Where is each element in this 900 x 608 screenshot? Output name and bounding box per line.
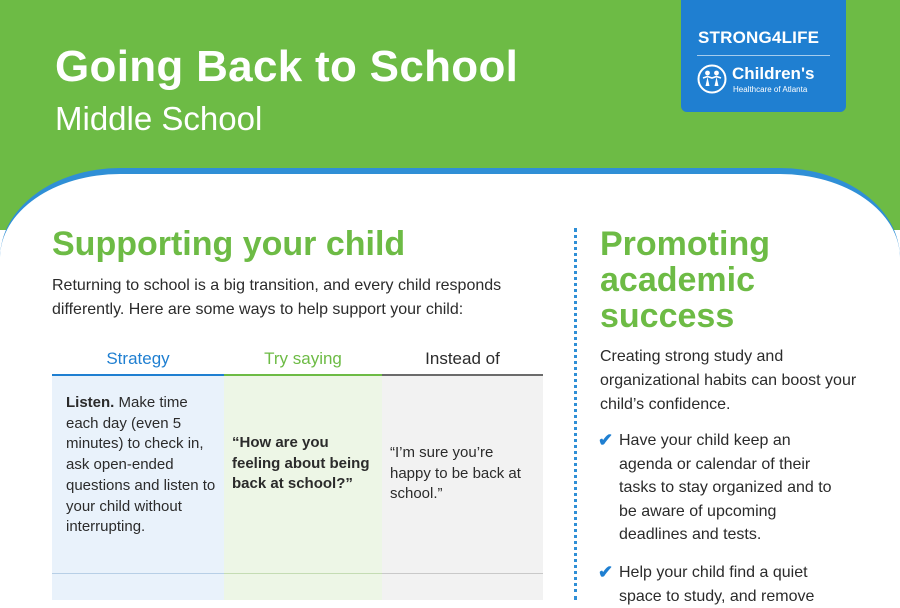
supporting-intro: Returning to school is a big transition, and every child responds differently. Here are some ways to help support your child: [52, 277, 502, 318]
table-row-next-try [224, 573, 382, 600]
logo-tagline: Healthcare of Atlanta [733, 85, 808, 94]
supporting-heading: Supporting your child [52, 225, 406, 263]
checkmark-icon: ✔ [598, 430, 614, 450]
childrens-logo-icon [697, 64, 727, 94]
promoting-heading: Promoting academic success [600, 225, 770, 335]
column-header-instead-of: Instead of [382, 348, 543, 376]
logo-name: Children's [732, 64, 815, 83]
promoting-intro: Creating strong study and organizational habits can boost your child’s confidence. [600, 348, 857, 413]
page-subtitle: Middle School [55, 100, 263, 137]
strategy-lead: Listen. [66, 394, 115, 411]
page-title: Going Back to School [55, 42, 519, 91]
list-item [598, 561, 848, 608]
strong4life-logo [681, 0, 846, 112]
table-row-next-instead [382, 573, 543, 600]
strategy-text: Make time each day (even 5 minutes) to check in, ask open-ended questions and listen to your child without interrupting. [66, 394, 216, 536]
list-item-text: Help your child find a quiet space to study, and remove [619, 564, 815, 605]
table-row-next-strategy [52, 573, 224, 600]
logo-brand-text: STRONG4LIFE [698, 28, 820, 47]
table-cell-try-saying: “How are you feeling about being back at school?” [224, 376, 382, 573]
list-item [598, 429, 848, 547]
checkmark-icon: ✔ [598, 562, 614, 582]
list-item-text: Have your child keep an agenda or calendar of their tasks to stay organized and to be aware of upcoming deadlines and tests. [619, 432, 832, 543]
table-cell-strategy [52, 376, 224, 573]
column-divider [574, 228, 577, 600]
column-header-try-saying: Try saying [224, 348, 382, 376]
column-header-strategy: Strategy [52, 348, 224, 376]
table-cell-instead-of: “I’m sure you’re happy to be back at school.” [382, 376, 543, 573]
logo-divider [697, 55, 830, 56]
